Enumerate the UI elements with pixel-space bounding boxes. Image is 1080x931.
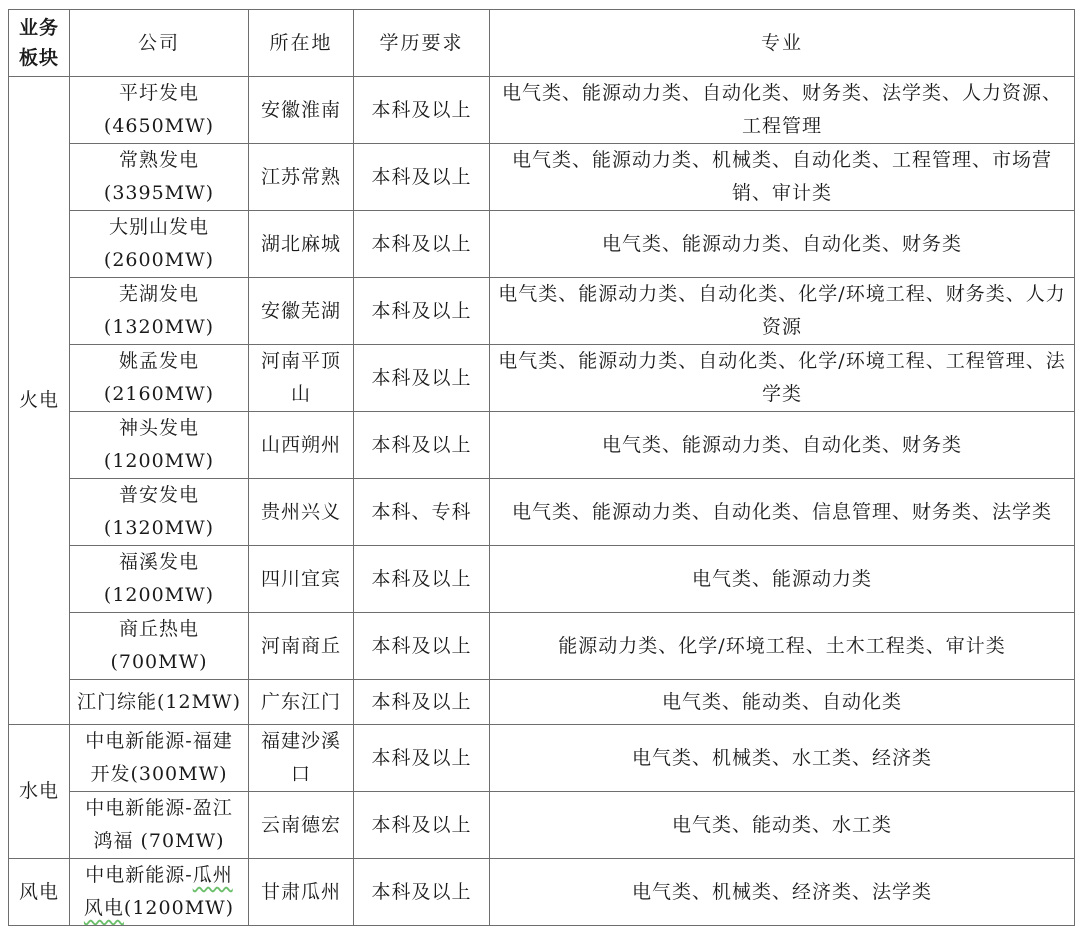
majors-cell: 电气类、能源动力类 (490, 546, 1075, 613)
majors-cell: 电气类、能源动力类、自动化类、信息管理、财务类、法学类 (490, 479, 1075, 546)
table-row (9, 546, 1075, 613)
header-majors: 专业 (490, 10, 1075, 77)
education-cell: 本科及以上 (354, 725, 490, 792)
spellcheck-mark: 瓜州 (192, 864, 233, 886)
segment-cell: 火电 (9, 77, 70, 725)
company-cell: 普安发电 (1320MW) (70, 479, 249, 546)
education-cell: 本科及以上 (354, 613, 490, 680)
education-cell: 本科及以上 (354, 278, 490, 345)
company-cell: 神头发电 (1200MW) (70, 412, 249, 479)
company-cell: 大别山发电 (2600MW) (70, 211, 249, 278)
table-row (9, 211, 1075, 278)
company-cell: 常熟发电 (3395MW) (70, 144, 249, 211)
majors-cell: 电气类、能源动力类、机械类、自动化类、工程管理、市场营销、审计类 (490, 144, 1075, 211)
location-cell: 福建沙溪口 (249, 725, 354, 792)
table-row (9, 77, 1075, 144)
location-cell: 安徽芜湖 (249, 278, 354, 345)
location-cell: 安徽淮南 (249, 77, 354, 144)
location-cell: 广东江门 (249, 680, 354, 725)
education-cell: 本科及以上 (354, 77, 490, 144)
location-cell: 江苏常熟 (249, 144, 354, 211)
location-cell: 云南德宏 (249, 792, 354, 859)
header-company: 公司 (70, 10, 249, 77)
majors-cell: 电气类、能源动力类、自动化类、财务类 (490, 211, 1075, 278)
company-cell: 中电新能源-瓜州 风电(1200MW) (70, 859, 249, 926)
education-cell: 本科及以上 (354, 144, 490, 211)
table-row (9, 345, 1075, 412)
majors-cell: 电气类、能源动力类、自动化类、财务类、法学类、人力资源、工程管理 (490, 77, 1075, 144)
table-body (9, 77, 1075, 926)
education-cell: 本科及以上 (354, 680, 490, 725)
education-cell: 本科及以上 (354, 211, 490, 278)
majors-cell: 电气类、机械类、水工类、经济类 (490, 725, 1075, 792)
company-cell: 中电新能源-福建 开发(300MW) (70, 725, 249, 792)
spellcheck-mark: 风电 (83, 897, 124, 919)
table-row (9, 859, 1075, 926)
majors-cell: 电气类、能源动力类、自动化类、化学/环境工程、工程管理、法学类 (490, 345, 1075, 412)
header-location: 所在地 (249, 10, 354, 77)
company-cell: 福溪发电 (1200MW) (70, 546, 249, 613)
table-row (9, 792, 1075, 859)
majors-cell: 电气类、机械类、经济类、法学类 (490, 859, 1075, 926)
location-cell: 河南平顶山 (249, 345, 354, 412)
location-cell: 河南商丘 (249, 613, 354, 680)
company-cell: 商丘热电 (700MW) (70, 613, 249, 680)
company-cell: 姚孟发电 (2160MW) (70, 345, 249, 412)
education-cell: 本科及以上 (354, 345, 490, 412)
location-cell: 山西朔州 (249, 412, 354, 479)
table-row (9, 725, 1075, 792)
table-row (9, 144, 1075, 211)
majors-cell: 电气类、能源动力类、自动化类、财务类 (490, 412, 1075, 479)
education-cell: 本科及以上 (354, 412, 490, 479)
majors-cell: 电气类、能动类、水工类 (490, 792, 1075, 859)
recruitment-table (8, 9, 1075, 926)
header-education: 学历要求 (354, 10, 490, 77)
header-segment-line1: 业务 (18, 17, 59, 39)
table-row (9, 412, 1075, 479)
majors-cell: 电气类、能动类、自动化类 (490, 680, 1075, 725)
location-cell: 四川宜宾 (249, 546, 354, 613)
majors-cell: 电气类、能源动力类、自动化类、化学/环境工程、财务类、人力资源 (490, 278, 1075, 345)
table-row (9, 613, 1075, 680)
location-cell: 贵州兴义 (249, 479, 354, 546)
header-row (9, 10, 1075, 77)
company-cell: 江门综能(12MW) (70, 680, 249, 725)
majors-cell: 能源动力类、化学/环境工程、土木工程类、审计类 (490, 613, 1075, 680)
table-row (9, 680, 1075, 725)
company-cell: 中电新能源-盈江 鸿福 (70MW) (70, 792, 249, 859)
education-cell: 本科、专科 (354, 479, 490, 546)
table-row (9, 278, 1075, 345)
education-cell: 本科及以上 (354, 546, 490, 613)
segment-cell: 水电 (9, 725, 70, 859)
education-cell: 本科及以上 (354, 792, 490, 859)
company-cell: 平圩发电 (4650MW) (70, 77, 249, 144)
location-cell: 甘肃瓜州 (249, 859, 354, 926)
segment-cell: 风电 (9, 859, 70, 926)
education-cell: 本科及以上 (354, 859, 490, 926)
table-row (9, 479, 1075, 546)
location-cell: 湖北麻城 (249, 211, 354, 278)
header-segment-line2: 板块 (18, 47, 59, 69)
header-segment (9, 10, 70, 77)
company-cell: 芜湖发电 (1320MW) (70, 278, 249, 345)
